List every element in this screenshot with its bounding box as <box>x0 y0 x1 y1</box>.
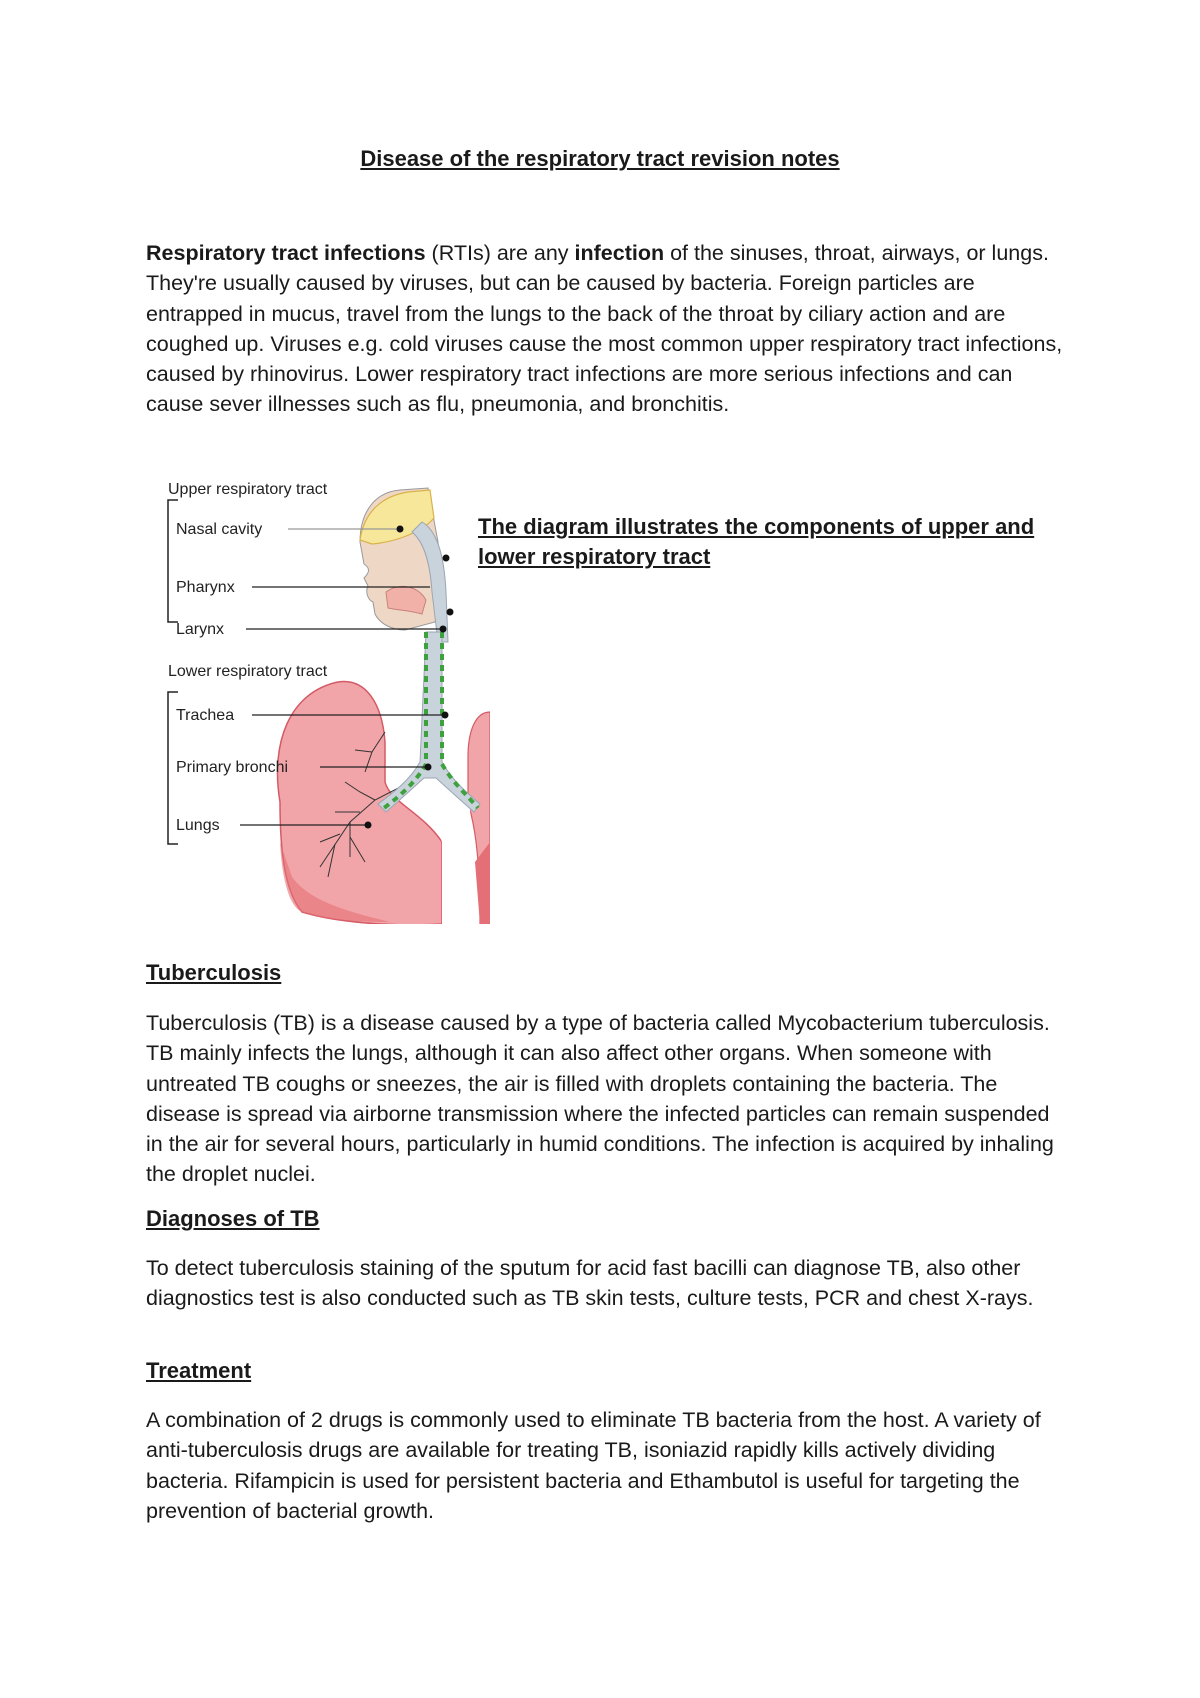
left-lung-shape <box>277 682 442 924</box>
treatment-heading: Treatment <box>146 1358 252 1383</box>
label-larynx: Larynx <box>176 621 225 638</box>
diagram-caption: The diagram illustrates the components of upper and lower respiratory tract <box>478 514 1035 569</box>
label-primary-bronchi: Primary bronchi <box>176 759 289 776</box>
label-lungs: Lungs <box>176 817 220 834</box>
upper-tract-title: Upper respiratory tract <box>168 482 328 498</box>
diagnoses-paragraph: To detect tuberculosis staining of the sputum for acid fast bacilli can diagnose TB, also other diagnostics test is also conducted such as TB skin tests, culture tests, PCR and chest X-rays. <box>146 1256 1034 1311</box>
tb-heading: Tuberculosis <box>146 960 282 985</box>
intro-text-1: (RTIs) are any <box>425 241 575 265</box>
page-title: Disease of the respiratory tract revision notes <box>360 146 840 171</box>
label-pharynx: Pharynx <box>176 579 235 596</box>
tb-paragraph: Tuberculosis (TB) is a disease caused by a type of bacteria called Mycobacterium tuberculosis. TB mainly infects the lungs, although it can also affect other organs. When someone with untreated TB coughs or sneezes, the air is filled with droplets containing the bacteria. The disease is spread via airborne transmission where the infected particles can remain suspended in the air for several hours, particularly in humid conditions. The infection is acquired by inhaling the droplet nuclei. <box>146 1011 1054 1187</box>
intro-text-2: of the sinuses, throat, airways, or lungs. They're usually caused by viruses, but can be caused by bacteria. Foreign particles are entrapped in mucus, travel from the lungs to the back of the throat by ciliary action and are coughed up. Viruses e.g. cold viruses cause the most common upper respiratory tract infections, caused by rhinovirus. Lower respiratory tract infections are more serious infections and can cause sever illnesses such as flu, pneumonia, and bronchitis. <box>146 241 1063 417</box>
trachea-shape <box>378 632 480 812</box>
treatment-paragraph: A combination of 2 drugs is commonly used to eliminate TB bacteria from the host. A variety of anti-tuberculosis drugs are available for treating TB, isoniazid rapidly kills actively dividing bacteria. Rifampicin is used for persistent bacteria and Ethambutol is useful for targeting the prevention of bacterial growth. <box>146 1408 1041 1523</box>
respiratory-tract-diagram <box>160 482 490 924</box>
intro-paragraph <box>146 238 1064 420</box>
intro-term-infection: infection <box>574 241 665 265</box>
label-nasal-cavity: Nasal cavity <box>176 521 263 538</box>
diagnoses-heading: Diagnoses of TB <box>146 1206 320 1231</box>
upper-tract-bracket <box>168 500 178 622</box>
label-trachea: Trachea <box>176 707 235 724</box>
lower-tract-title: Lower respiratory tract <box>168 663 328 680</box>
intro-term-rti: Respiratory tract infections <box>146 241 426 265</box>
